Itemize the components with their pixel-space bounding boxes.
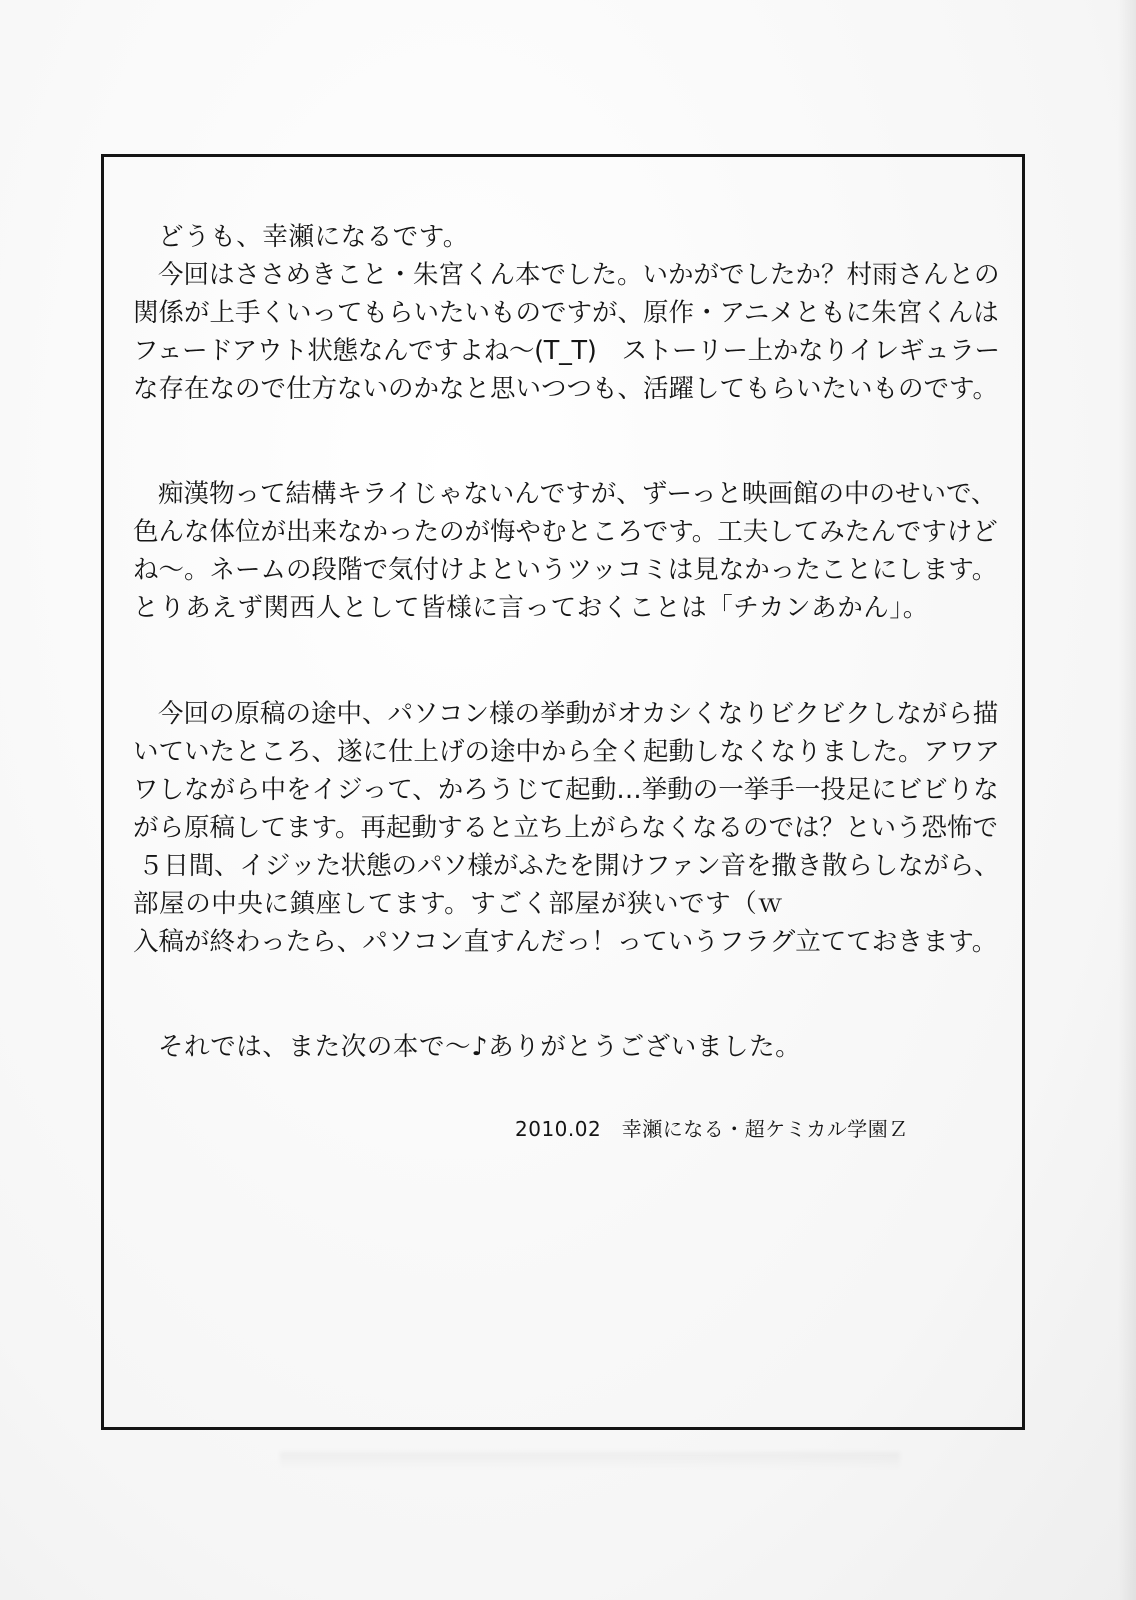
signature-line: 2010.02 幸瀬になる・超ケミカル学園Ｚ [515, 1117, 909, 1141]
show-through-shadow [280, 1452, 900, 1470]
text-line: それでは、また次の本で〜♪ありがとうございました。 [158, 1032, 802, 1062]
text-line: がら原稿してます。再起動すると立ち上がらなくなるのでは？という恐怖で [133, 813, 998, 843]
text-line: な存在なので仕方ないのかなと思いつつも、活躍してもらいたいものです。 [133, 374, 998, 404]
text-line: 痴漢物って結構キライじゃないんですが、ずーっと映画館の中のせいで、 [158, 479, 997, 509]
text-line: 部屋の中央に鎮座してます。すごく部屋が狭いです（ｗ [133, 889, 784, 919]
text-line: 入稿が終わったら、パソコン直すんだっ！っていうフラグ立てておきます。 [133, 927, 998, 957]
text-line: 色んな体位が出来なかったのが悔やむところです。工夫してみたんですけど [133, 517, 998, 547]
text-line: どうも、幸瀬になるです。 [158, 222, 469, 252]
text-line: 関係が上手くいってもらいたいものですが、原作・アニメともに朱宮くんは [133, 298, 999, 328]
text-line: ワしながら中をイジって、かろうじて起動…挙動の一挙手一投足にビビりな [133, 775, 999, 805]
text-line: 今回はささめきこと・朱宮くん本でした。いかがでしたか？村雨さんとの [158, 260, 1000, 290]
text-line: いていたところ、遂に仕上げの途中から全く起動しなくなりました。アワア [133, 737, 1001, 767]
text-line: 今回の原稿の途中、パソコン様の挙動がオカシくなりビクビクしながら描 [158, 699, 999, 729]
text-line: ね〜。ネームの段階で気付けよというツッコミは見なかったことにします。 [133, 555, 998, 585]
text-line: ５日間、イジッた状態のパソ様がふたを開けファン音を撒き散らしながら、 [138, 851, 1000, 881]
text-line: フェードアウト状態なんですよね〜(T_T) ストーリー上かなりイレギュラー [133, 336, 1000, 366]
scan-edge-shadow [1118, 0, 1136, 1600]
text-line: とりあえず関西人として皆様に言っておくことは「チカンあかん」。 [133, 593, 929, 623]
